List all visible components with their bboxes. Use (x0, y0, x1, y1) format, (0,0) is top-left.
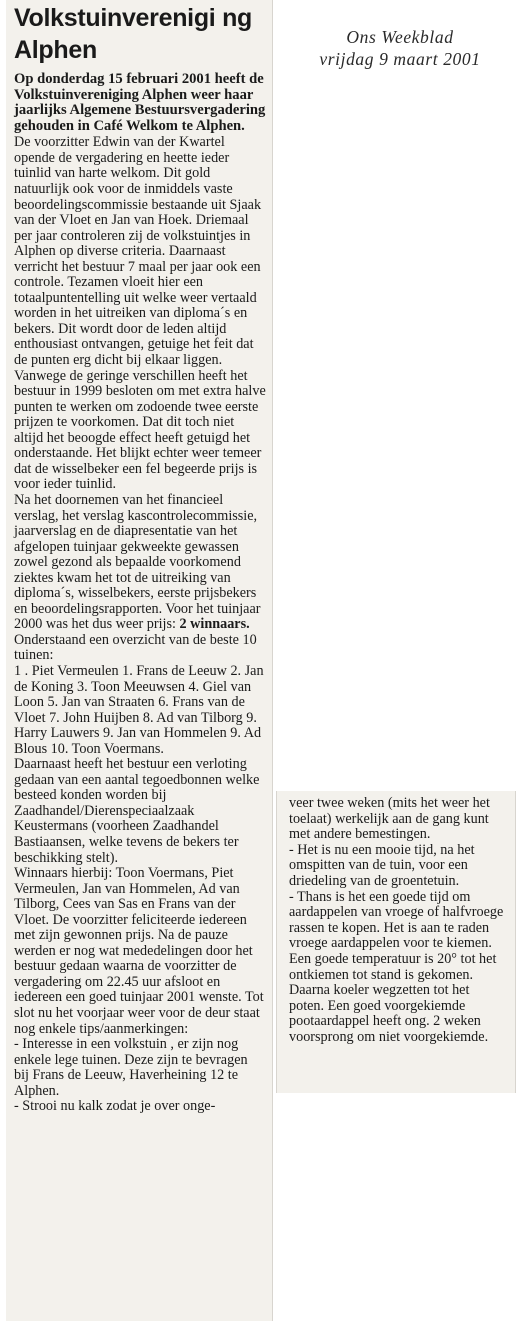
top-ten-gardens-list: 1 . Piet Vermeulen 1. Frans de Leeuw 2. Jan de Koning 3. Toon Meeuwsen 4. Giel van Loon 5. Jan van Straaten 6. Frans van de Vloet 7. John Huijben 8. Ad van Tilborg 9. Harry Lauwers 9. Jan van Hommelen 9. Ad Blous 10. Toon Voermans. (14, 662, 264, 757)
paragraph-opening: De voorzitter Edwin van der Kwartel opende de vergadering en heette ieder tuinlid van harte welkom. Dit gold natuurlijk ook voor de inmiddels vaste beoordelingscommissie bestaande uit Sjaak van der Vloet en Jan van Hoek. Driemaal per jaar controleren zij de volkstuintjes in Alphen op diverse criteria. Daarnaast verricht het bestuur 7 maal per jaar ook een controle. Tezamen vloeit hier een totaalpuntentelling uit welke weer vertaald worden in het uitreiken van diploma´s en bekers. Dit wordt door de leden altijd enthousiast ontvangen, getuige het feit dat de punten erg dicht bij elkaar liggen. Vanwege de geringe verschillen heeft het bestuur in 1999 besloten om met extra halve punten te werken om zodoende twee eerste prijzen te voorkomen. Dat dit toch niet altijd het beoogde effect heeft getuigd het onderstaande. Het blijkt echter weer temeer dat de wisselbeker een fel begeerde prijs is voor ieder tuinlid. (14, 134, 266, 493)
newspaper-masthead (292, 26, 508, 70)
article-title: Volkstuinverenigi ng Alphen (14, 4, 253, 64)
article-column-left (6, 0, 273, 1321)
article-column-right (276, 791, 516, 1093)
paragraph-winners: Winnaars hierbij: Toon Voermans, Piet Vermeulen, Jan van Hommelen, Ad van Tilborg, Cees van Sas en Frans van der Vloet. De voorzitter feliciteerde iedereen met zijn gewonnen prijs. Na de pauze werden er nog wat mededelingen door het bestuur gedaan waarna de voorzitter de vergadering om 22.45 uur afsloot en iedereen een goed tuinjaar 2001 wenste. Tot slot nu het voorjaar weer voor de deur staat nog enkele tips/aanmerkingen: (14, 865, 264, 1037)
publication-date: vrijdag 9 maart 2001 (319, 49, 481, 69)
newspaper-name: Ons Weekblad (346, 27, 454, 47)
paragraph-awards (14, 493, 266, 664)
paragraph-raffle: Daarnaast heeft het bestuur een verloting gedaan van een aantal tegoedbonnen welke besteed konden worden bij Zaadhandel/Dierenspeciaalzaak Keustermans (voorheen Zaadhandel Bastiaansen, welke tevens de bekers ter beschikking stelt). (14, 756, 260, 866)
paragraph-awards-text-end: Onderstaand een overzicht van de beste 10 tuinen: (14, 631, 257, 664)
tip-garden-division: - Het is nu een mooie tijd, na het omspitten van de tuin, voor een driedeling van de groentetuin. (289, 841, 475, 889)
tip-interest: - Interesse in een volkstuin , er zijn nog enkele lege tuinen. Deze zijn te bevragen bij Frans de Leeuw, Haverheining 12 te Alphen. (14, 1036, 248, 1099)
article-lead: Op donderdag 15 februari 2001 heeft de Volkstuinvereniging Alphen weer haar jaarlijks Algemene Bestuursvergadering gehouden in Café Welkom te Alphen. (14, 71, 266, 134)
tip-lime-continued: veer twee weken (mits het weer het toelaat) werkelijk aan de gang kunt met andere bemestingen. (289, 795, 490, 843)
winners-count: 2 winnaars. (179, 616, 250, 633)
tip-potatoes: - Thans is het een goede tijd om aardappelen van vroege of halfvroege rassen te kopen. Het is aan te raden vroege aardappelen voor te kiemen. Een goede temperatuur is 20° tot het ontkiemen tot stand is gekomen. Daarna koeler wegzetten tot het poten. Een goed voorgekiemde pootaardappel heeft ong. 2 weken voorsprong om niet voorgekiemde. (289, 888, 504, 1045)
tip-lime-start: - Strooi nu kalk zodat je over onge- (14, 1098, 216, 1115)
paragraph-awards-text: Na het doornemen van het financieel verslag, het verslag kascontrolecommissie, jaarverslag en de diapresentatie van het afgelopen tuinjaar gekweekte gewassen zowel gezond als bepaalde voorkomend ziektes kwam het tot de uitreiking van diploma´s, wisselbekers, eerste prijsbekers en beoordelingsrapporten. Voor het tuinjaar 2000 was het dus weer prijs: (14, 491, 261, 633)
